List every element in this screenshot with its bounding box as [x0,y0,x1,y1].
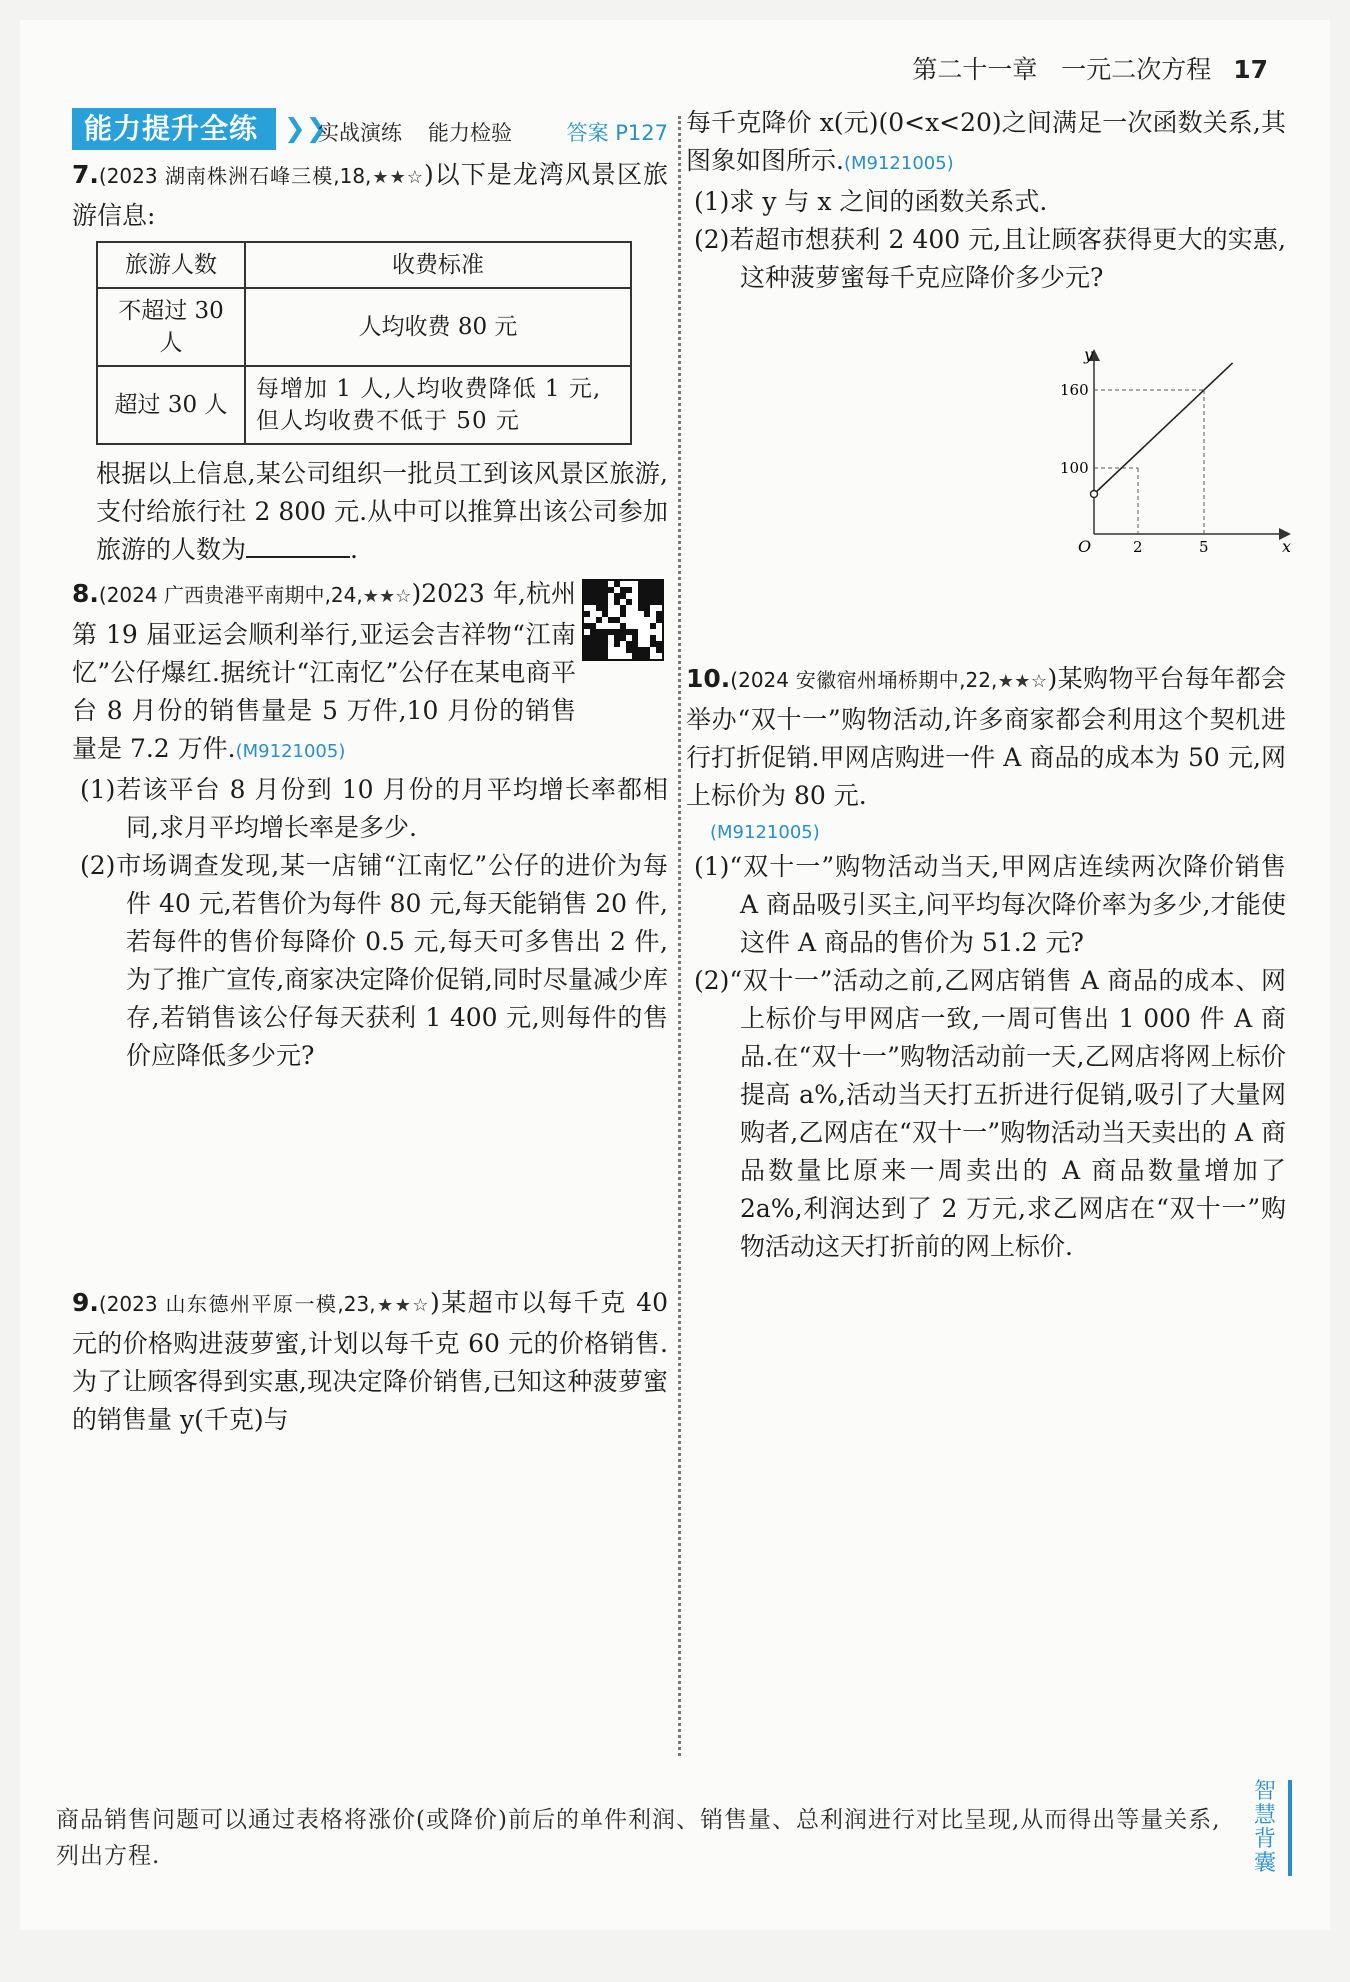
question-number: 10. [686,664,731,693]
table-header-cell: 旅游人数 [97,242,245,288]
left-column [72,156,668,1434]
tip-tag: 智慧背囊 [1254,1780,1292,1876]
table-header-row [97,242,631,288]
qr-code-icon [582,579,664,661]
question-text: )某超市以每千克 40 元的价格购进菠萝蜜,计划以每千克 60 元的价格销售.为了让顾客得到实惠,现决定降价销售,已知这种菠萝蜜的销售量 y(千克)与 [72,1288,668,1434]
function-line [1094,363,1233,494]
chapter-label: 第二十一章 [912,55,1038,84]
question-source: (2023 山东德州平原一模,23, [98,1292,376,1316]
table-cell: 超过 30 人 [97,366,245,444]
resource-code: (M9121005) [710,822,820,843]
difficulty-stars-icon: ★★☆ [997,671,1048,692]
question-10-code [686,815,1286,848]
open-endpoint [1091,491,1098,498]
resource-code: (M9121005) [235,741,346,762]
difficulty-stars-icon: ★★☆ [371,167,424,188]
question-text: )某购物平台每年都会举办“双十一”购物活动,许多商家都会利用这个契机进行打折促销.甲网店购进一件 A 商品的成本为 50 元,网上标价为 80 元. [686,664,1286,810]
question-number: 9. [72,1288,99,1317]
banner-sub-check: 能力检验 [428,121,512,145]
question-source: (2023 湖南株洲石峰三模,18, [98,164,372,188]
page [20,20,1330,1930]
x-tick-label: 2 [1133,538,1143,556]
x-axis-label: x [1282,537,1292,556]
tip-box: 商品销售问题可以通过表格将涨价(或降价)前后的单件利润、销售量、总利润进行对比呈现,从而得出等量关系,列出方程. [56,1807,1221,1869]
question-text: )以下是龙湾风景区旅游信息: [72,160,668,230]
question-9-part-1: (1)求 y 与 x 之间的函数关系式. [694,187,1048,216]
section-banner [72,108,668,150]
difficulty-stars-icon: ★★☆ [375,1295,431,1316]
question-8-part-2: (2)市场调查发现,某一店铺“江南忆”公仔的进价为每件 40 元,若售价为每件 80 元,每天能销售 20 件,若每件的售价每降价 0.5 元,每天可多售出 2 件,为了推广宣传,商家决定降价促销,同时尽量减少库存,若销售该公仔每天获利 1 400 元,则每件的售价应降低多少元? [80,851,668,1070]
chevron-right-icon: ❯❯ [284,114,328,144]
question-7-intro [72,156,668,235]
question-9-part-2: (2)若超市想获利 2 400 元,且让顾客获得更大的实惠,这种菠萝蜜每千克应降价多少元? [694,225,1286,292]
question-text: )2023 年,杭州第 19 届亚运会顺利举行,亚运会吉祥物“江南忆”公仔爆红.据统计“江南忆”公仔在某电商平台 8 月份的销售量是 5 万件,10 月份的销售量是 7.2 万件. [72,579,576,763]
table-cell: 每增加 1 人,人均收费降低 1 元,但人均收费不低于 50 元 [245,366,631,444]
table-row [97,366,631,444]
question-10-intro [686,660,1286,815]
question-9-intro [72,1284,668,1439]
table-cell: 人均收费 80 元 [245,288,631,366]
difficulty-stars-icon: ★★☆ [362,586,412,607]
question-end: . [350,535,358,564]
chapter-title: 一元二次方程 [1061,55,1212,84]
y-tick-label: 160 [1060,381,1089,399]
table-row [97,288,631,366]
column-divider [678,116,681,1756]
banner-title: 能力提升全练 [72,108,276,150]
page-header [912,50,1268,86]
y-tick-label: 100 [1060,459,1089,477]
question-8-intro [72,575,668,771]
answer-reference: 答案 P127 [566,121,668,145]
question-text: 每千克降价 x(元)(0<x<20)之间满足一次函数关系,其图象如图所示. [686,108,1286,175]
question-8 [72,575,668,1075]
tourism-info-table [96,241,632,445]
banner-sub-practice: 实战演练 [318,121,402,145]
question-number: 8. [72,579,99,608]
question-number: 7. [72,160,99,189]
page-number: 17 [1233,55,1268,84]
question-7-body [72,455,668,569]
question-source: (2024 广西贵港平南期中,24, [98,583,363,607]
table-cell: 不超过 30 人 [97,288,245,366]
question-9 [72,1284,668,1439]
question-10-part-1: (1)“双十一”购物活动当天,甲网店连续两次降价销售 A 商品吸引买主,问平均每次降价率为多少,才能使这件 A 商品的售价为 51.2 元? [694,852,1286,957]
x-tick-label: 5 [1199,538,1209,556]
resource-code: (M9121005) [843,153,954,174]
question-text: 根据以上信息,某公司组织一批员工到该风景区旅游,支付给旅行社 2 800 元.从中可以推算出该公司参加旅游的人数为 [96,459,668,564]
answer-blank [246,534,350,558]
question-10-part-2: (2)“双十一”活动之前,乙网店销售 A 商品的成本、网上标价与甲网店一致,一周可售出 1 000 件 A 商品.在“双十一”购物活动前一天,乙网店将网上标价提高 a%,活动当天打五折进行促销,吸引了大量网购者,乙网店在“双十一”购物活动当天卖出的 A 商品数量比原来一周卖出的 A 商品数量增加了 2a%,利润达到了 2 万元,求乙网店在“双十一”购物活动这天打折前的网上标价. [694,966,1286,1261]
y-axis-label: y [1084,346,1094,364]
question-10 [686,660,1286,1266]
question-9-continued [686,104,1286,183]
function-graph [1058,346,1298,556]
origin-label: O [1078,537,1092,556]
question-8-part-1: (1)若该平台 8 月份到 10 月份的月平均增长率都相同,求月平均增长率是多少. [80,775,668,842]
question-source: (2024 安徽宿州埇桥期中,22, [730,668,998,692]
table-header-cell: 收费标准 [245,242,631,288]
